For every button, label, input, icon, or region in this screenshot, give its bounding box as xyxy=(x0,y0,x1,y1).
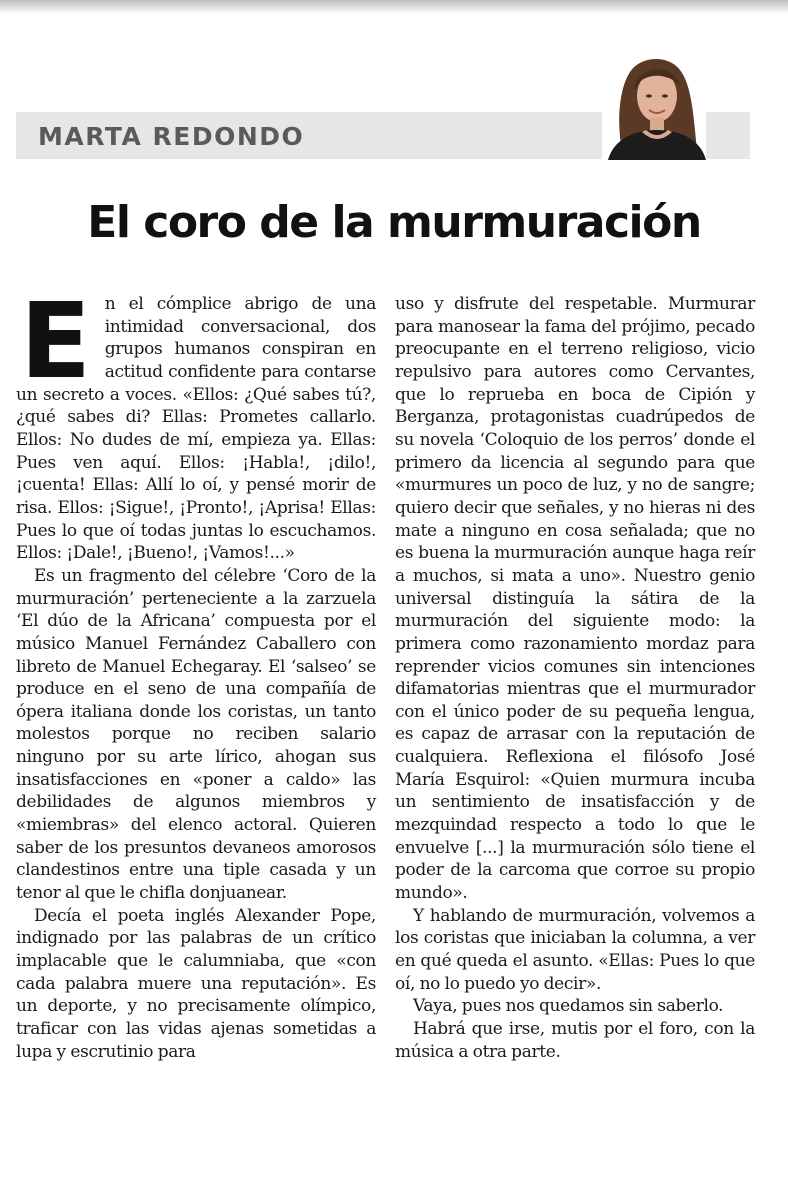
article-paragraph: Es un fragmento del célebre ‘Coro de la murmuración’ perteneciente a la zarzuela ‘El dúo de la Africana’ compuesta por el músico Manuel Fernández Caballero con libreto de Manuel Echegaray. El ‘salseo’ se produce en el seno de una compañía de ópera italiana donde los coristas, un tanto molestos porque no reciben salario ninguno por su arte lírico, ahogan sus insatisfacciones en «poner a caldo» las debilidades de algunos miembros y «miembras» del elenco actoral. Quieren saber de los presuntos devaneos amorosos clandestinos entre una tiple casada y un tenor al que le chifla donjuanear. xyxy=(16,565,376,904)
article-paragraph: Habrá que irse, mutis por el foro, con la música a otra parte. xyxy=(395,1019,755,1062)
article-column-right xyxy=(395,293,755,1063)
article-paragraph xyxy=(16,280,376,565)
author-portrait-photo xyxy=(602,50,706,160)
article-paragraph: Y hablando de murmuración, volvemos a los coristas que iniciaban la columna, a ver en qué queda el asunto. «Ellas: Pues lo que oí, no lo puedo yo decir». xyxy=(395,905,755,994)
article-paragraph: uso y disfrute del respetable. Murmurar para manosear la fama del prójimo, pecado preocupante en el terreno religioso, vicio repulsivo para autores como Cervantes, que lo reprueba en boca de Cipión y Berganza, protagonistas cuadrúpedos de su novela ‘Coloquio de los perros’ donde el primero da licencia al segundo para que «murmures un poco de luz, y no de sangre; quiero decir que señales, y no hieras ni des mate a ninguno en cosa señalada; que no es buena la murmuración aunque haga reír a muchos, si mata a uno». Nuestro genio universal distinguía la sátira de la murmuración del siguiente modo: la primera como razonamiento mordaz para reprender vicios comunes sin intenciones difamatorias mientras que el murmurador con el único poder de su pequeña lengua, es capaz de arrasar con la reputación de cualquiera. Reflexiona el filósofo José María Esquirol: «Quien murmura incuba un sentimiento de insatisfacción y de mezquindad respecto a todo lo que le envuelve [...] la murmuración sólo tiene el poder de la carcoma que corroe su propio mundo». xyxy=(395,294,755,904)
article-paragraph: Decía el poeta inglés Alexander Pope, indignado por las palabras de un crítico implacable que le calumniaba, que «con cada palabra muere una reputación». Es un deporte, y no precisamente olímpico, traficar con las vidas ajenas sometidas a lupa y escrutinio para xyxy=(16,905,376,1062)
paragraph-text: n el cómplice abrigo de una intimidad conversacional, dos grupos humanos conspiran en actitud confidente para contarse un secreto a voces. «Ellos: ¿Qué sabes tú?, ¿qué sabes di? Ellas: Prometes callarlo. Ellos: No dudes de mí, empieza ya. Ellas: Pues ven aquí. Ellos: ¡Habla!, ¡dilo!, ¡cuenta! Ellas: Allí lo oí, y pensé morir de risa. Ellos: ¡Sigue!, ¡Pronto!, ¡Aprisa! Ellas: Pues lo que oí todas juntas lo escuchamos. Ellos: ¡Dale!, ¡Bueno!, ¡Vamos!...» xyxy=(16,294,376,564)
dropcap-letter: E xyxy=(20,280,91,402)
article-column-left xyxy=(16,280,376,1063)
article-paragraph: Vaya, pues nos quedamos sin saberlo. xyxy=(413,996,724,1017)
author-name: MARTA REDONDO xyxy=(38,122,305,151)
page-top-shadow xyxy=(0,0,788,14)
article-headline: El coro de la murmuración xyxy=(87,197,701,248)
